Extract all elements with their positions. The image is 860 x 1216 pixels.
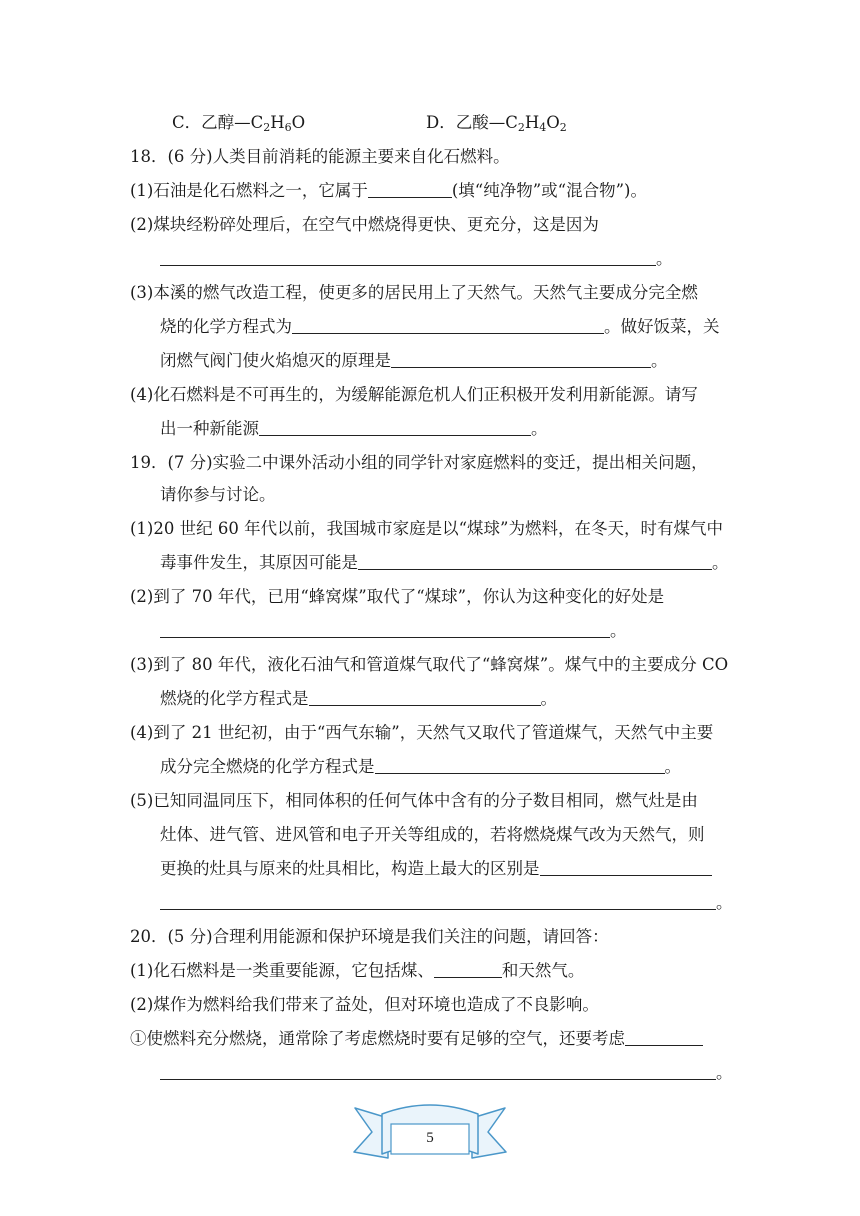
q19-part5-cont1: 灶体、进气管、进风管和电子开关等组成的，若将燃烧煤气改为天然气，则 xyxy=(160,825,705,844)
q19-part1: (1)20 世纪 60 年代以前，我国城市家庭是以“煤球”为燃料，在冬天，时有煤气中 xyxy=(130,519,723,538)
q19-part5-answer: 。 xyxy=(160,892,733,914)
q18-part3-principle: 闭燃气阀门使火焰熄灭的原理是 。 xyxy=(160,351,668,370)
q20-part2: (2)煤作为燃料给我们带来了益处，但对环境也造成了不良影响。 xyxy=(130,995,599,1014)
q20-part2-sub1: ①使燃料充分燃烧，通常除了考虑燃烧时要有足够的空气，还要考虑 xyxy=(130,1028,703,1050)
q19-stem-cont: 请你参与讨论。 xyxy=(160,485,276,504)
q20-stem: 20．(5 分)合理利用能源和保护环境是我们关注的问题，请回答： xyxy=(130,927,609,946)
option-d: D．乙酸$—C_2H_4O_2$ xyxy=(426,113,567,134)
q18-part1: (1)石油是化石燃料之一，它属于 (填“纯净物”或“混合物”)。 xyxy=(130,181,647,200)
q19-part4: (4)到了 21 世纪初，由于“西气东输”，天然气又取代了管道煤气，天然气中主要 xyxy=(130,723,714,742)
q18-part3-equation: 烧的化学方程式为 。做好饭菜，关 xyxy=(160,317,720,336)
q19-part5-cont2: 更换的灶具与原来的灶具相比，构造上最大的区别是 xyxy=(160,858,712,880)
q18-part4-answer: 出一种新能源 。 xyxy=(160,419,548,438)
q18-part2: (2)煤块经粉碎处理后，在空气中燃烧得更快、更充分，这是因为 xyxy=(130,215,599,234)
option-c: C．乙醇$—C_2H_6O$ xyxy=(172,113,306,134)
q18-stem: 18．(6 分)人类目前消耗的能源主要来自化石燃料。 xyxy=(130,147,510,166)
page-number: 5 xyxy=(426,1130,434,1146)
q19-part2: (2)到了 70 年代，已用“蜂窝煤”取代了“煤球”，你认为这种变化的好处是 xyxy=(130,587,665,606)
q18-part2-answer: 。 xyxy=(160,248,673,270)
q20-part2-sub1-answer: 。 xyxy=(160,1062,733,1084)
q20-part1: (1)化石燃料是一类重要能源，它包括煤、 和天然气。 xyxy=(130,961,585,980)
q19-part2-answer: 。 xyxy=(160,620,627,642)
q19-part1-answer: 毒事件发生，其原因可能是 。 xyxy=(160,553,729,572)
q19-stem: 19．(7 分)实验二中课外活动小组的同学针对家庭燃料的变迁，提出相关问题， xyxy=(130,453,708,472)
q19-part4-answer: 成分完全燃烧的化学方程式是 。 xyxy=(160,757,681,776)
q18-part3: (3)本溪的燃气改造工程，使更多的居民用上了天然气。天然气主要成分完全燃 xyxy=(130,283,698,302)
q18-part4: (4)化石燃料是不可再生的，为缓解能源危机人们正积极开发利用新能源。请写 xyxy=(130,385,698,404)
q19-part3-answer: 燃烧的化学方程式是 。 xyxy=(160,689,557,708)
q19-part5: (5)已知同温同压下，相同体积的任何气体中含有的分子数目相同，燃气灶是由 xyxy=(130,791,698,810)
q19-part3: (3)到了 80 年代，液化石油气和管道煤气取代了“蜂窝煤”。煤气中的主要成分 CO xyxy=(130,655,729,674)
